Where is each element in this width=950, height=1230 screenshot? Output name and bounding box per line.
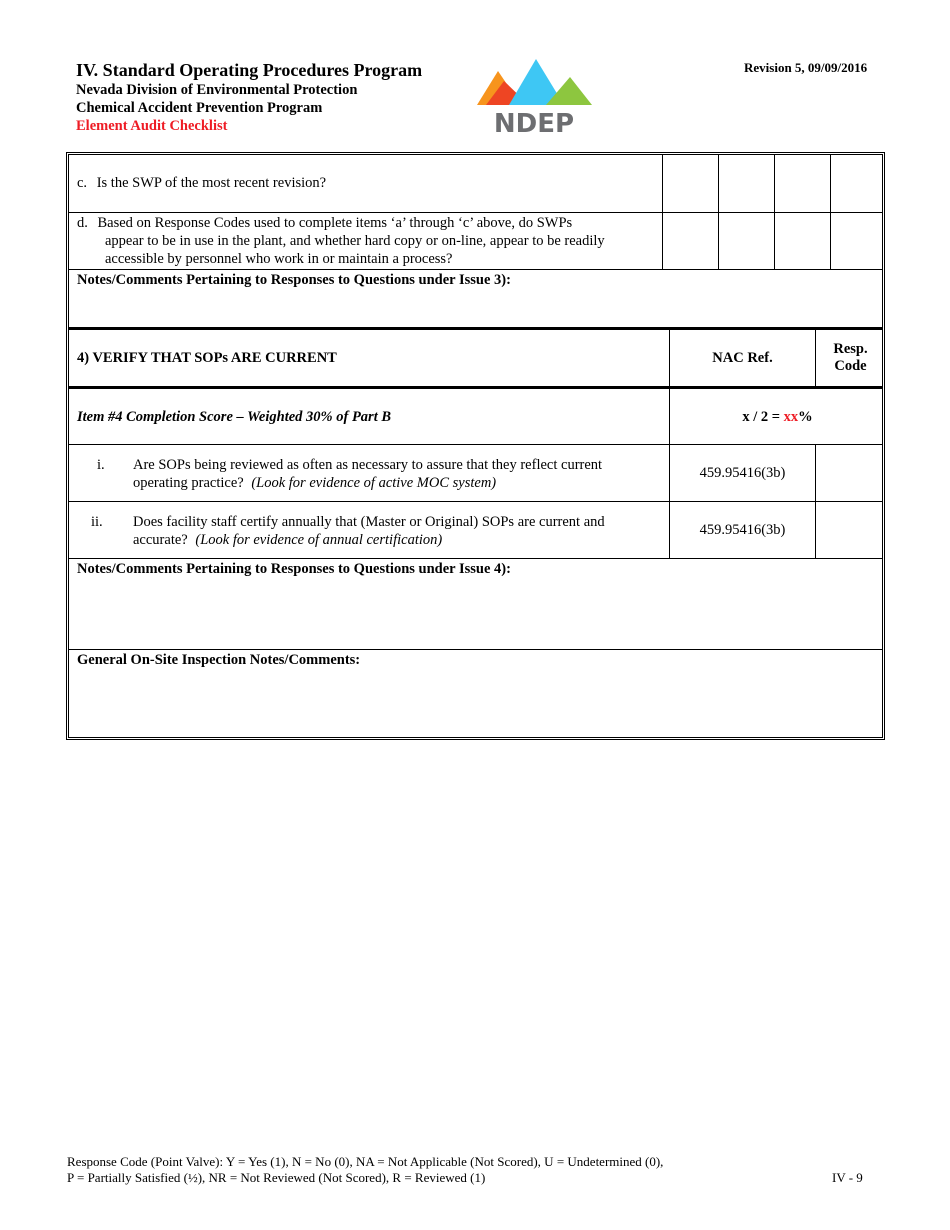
logo-text: NDEP <box>493 109 575 135</box>
general-notes-label: General On-Site Inspection Notes/Comments: <box>77 652 361 668</box>
item-d-text-3: accessible by personnel who work in or maintain a process? <box>105 251 453 267</box>
item-i-numeral: i. <box>97 457 105 473</box>
item-c-text: Is the SWP of the most recent revision? <box>96 175 327 191</box>
issue3-notes-box[interactable] <box>69 269 882 327</box>
issue4-notes-box[interactable] <box>69 558 882 649</box>
item-i-text-2: operating practice? <box>133 475 244 491</box>
legend-line-2: P = Partially Satisfied (½), NR = Not Reviewed (Not Scored), R = Reviewed (1) <box>67 1170 486 1185</box>
item-i-resp-code[interactable] <box>815 445 885 501</box>
completion-score-row <box>69 386 882 444</box>
program-name: Chemical Accident Prevention Program <box>76 100 323 116</box>
item-c-row <box>69 155 882 212</box>
general-notes-box[interactable] <box>69 649 882 737</box>
item-ii-nac-ref: 459.95416(3b) <box>669 502 815 558</box>
legend-line-1: Response Code (Point Valve): Y = Yes (1), N = No (0), NA = Not Applicable (Not Scored), U = Undetermined (0), <box>67 1154 664 1169</box>
item-d-response-box-1[interactable] <box>662 213 718 269</box>
item-i-text-1: Are SOPs being reviewed as often as necessary to assure that they reflect current <box>133 457 603 473</box>
completion-score-formula: x / 2 = xx % <box>669 389 885 444</box>
item-ii-resp-code[interactable] <box>815 502 885 558</box>
item-ii-numeral: ii. <box>91 514 103 530</box>
item-c-response-box-2[interactable] <box>718 155 774 212</box>
item-d-letter: d. <box>77 215 88 231</box>
item-d-response-box-2[interactable] <box>718 213 774 269</box>
page-number: IV - 9 <box>832 1170 863 1185</box>
item-c-response-box-4[interactable] <box>830 155 885 212</box>
document-title: IV. Standard Operating Procedures Program <box>76 60 423 80</box>
item-ii-text-2: accurate? <box>133 532 188 548</box>
issue3-notes-label: Notes/Comments Pertaining to Responses to Questions under Issue 3): <box>77 272 511 288</box>
nac-ref-header: NAC Ref. <box>669 330 815 386</box>
checklist-table <box>66 152 885 740</box>
agency-name: Nevada Division of Environmental Protection <box>76 82 358 98</box>
item-d-response-box-3[interactable] <box>774 213 830 269</box>
completion-score-label: Item #4 Completion Score – Weighted 30% of Part B <box>77 408 392 425</box>
issue4-notes-label: Notes/Comments Pertaining to Responses to Questions under Issue 4): <box>77 561 511 577</box>
completion-score-value[interactable]: xx <box>783 408 799 425</box>
response-code-legend <box>67 1154 663 1186</box>
item-d-response-box-4[interactable] <box>830 213 885 269</box>
item-i-note: (Look for evidence of active MOC system) <box>251 475 497 491</box>
item-i-row <box>69 444 882 501</box>
item-i-nac-ref: 459.95416(3b) <box>669 445 815 501</box>
item-d-text-1: Based on Response Codes used to complete items ‘a’ through ‘c’ above, do SWPs <box>97 215 573 231</box>
item-ii-note: (Look for evidence of annual certification) <box>195 532 443 548</box>
item-c-response-box-1[interactable] <box>662 155 718 212</box>
item-d-row <box>69 212 882 269</box>
item-ii-row <box>69 501 882 558</box>
item-c-response-box-3[interactable] <box>774 155 830 212</box>
item-c-letter: c. <box>77 175 88 191</box>
revision-label: Revision 5, 09/09/2016 <box>744 60 868 75</box>
checklist-name: Element Audit Checklist <box>76 118 228 134</box>
ndep-logo <box>474 57 594 135</box>
issue4-heading: 4) VERIFY THAT SOPs ARE CURRENT <box>77 350 337 366</box>
resp-code-header: Resp. Code <box>815 330 885 386</box>
issue4-header-row <box>69 327 882 386</box>
item-d-text-2: appear to be in use in the plant, and whether hard copy or on-line, appear to be readily <box>105 233 605 249</box>
item-ii-text-1: Does facility staff certify annually that (Master or Original) SOPs are current and <box>133 514 605 530</box>
